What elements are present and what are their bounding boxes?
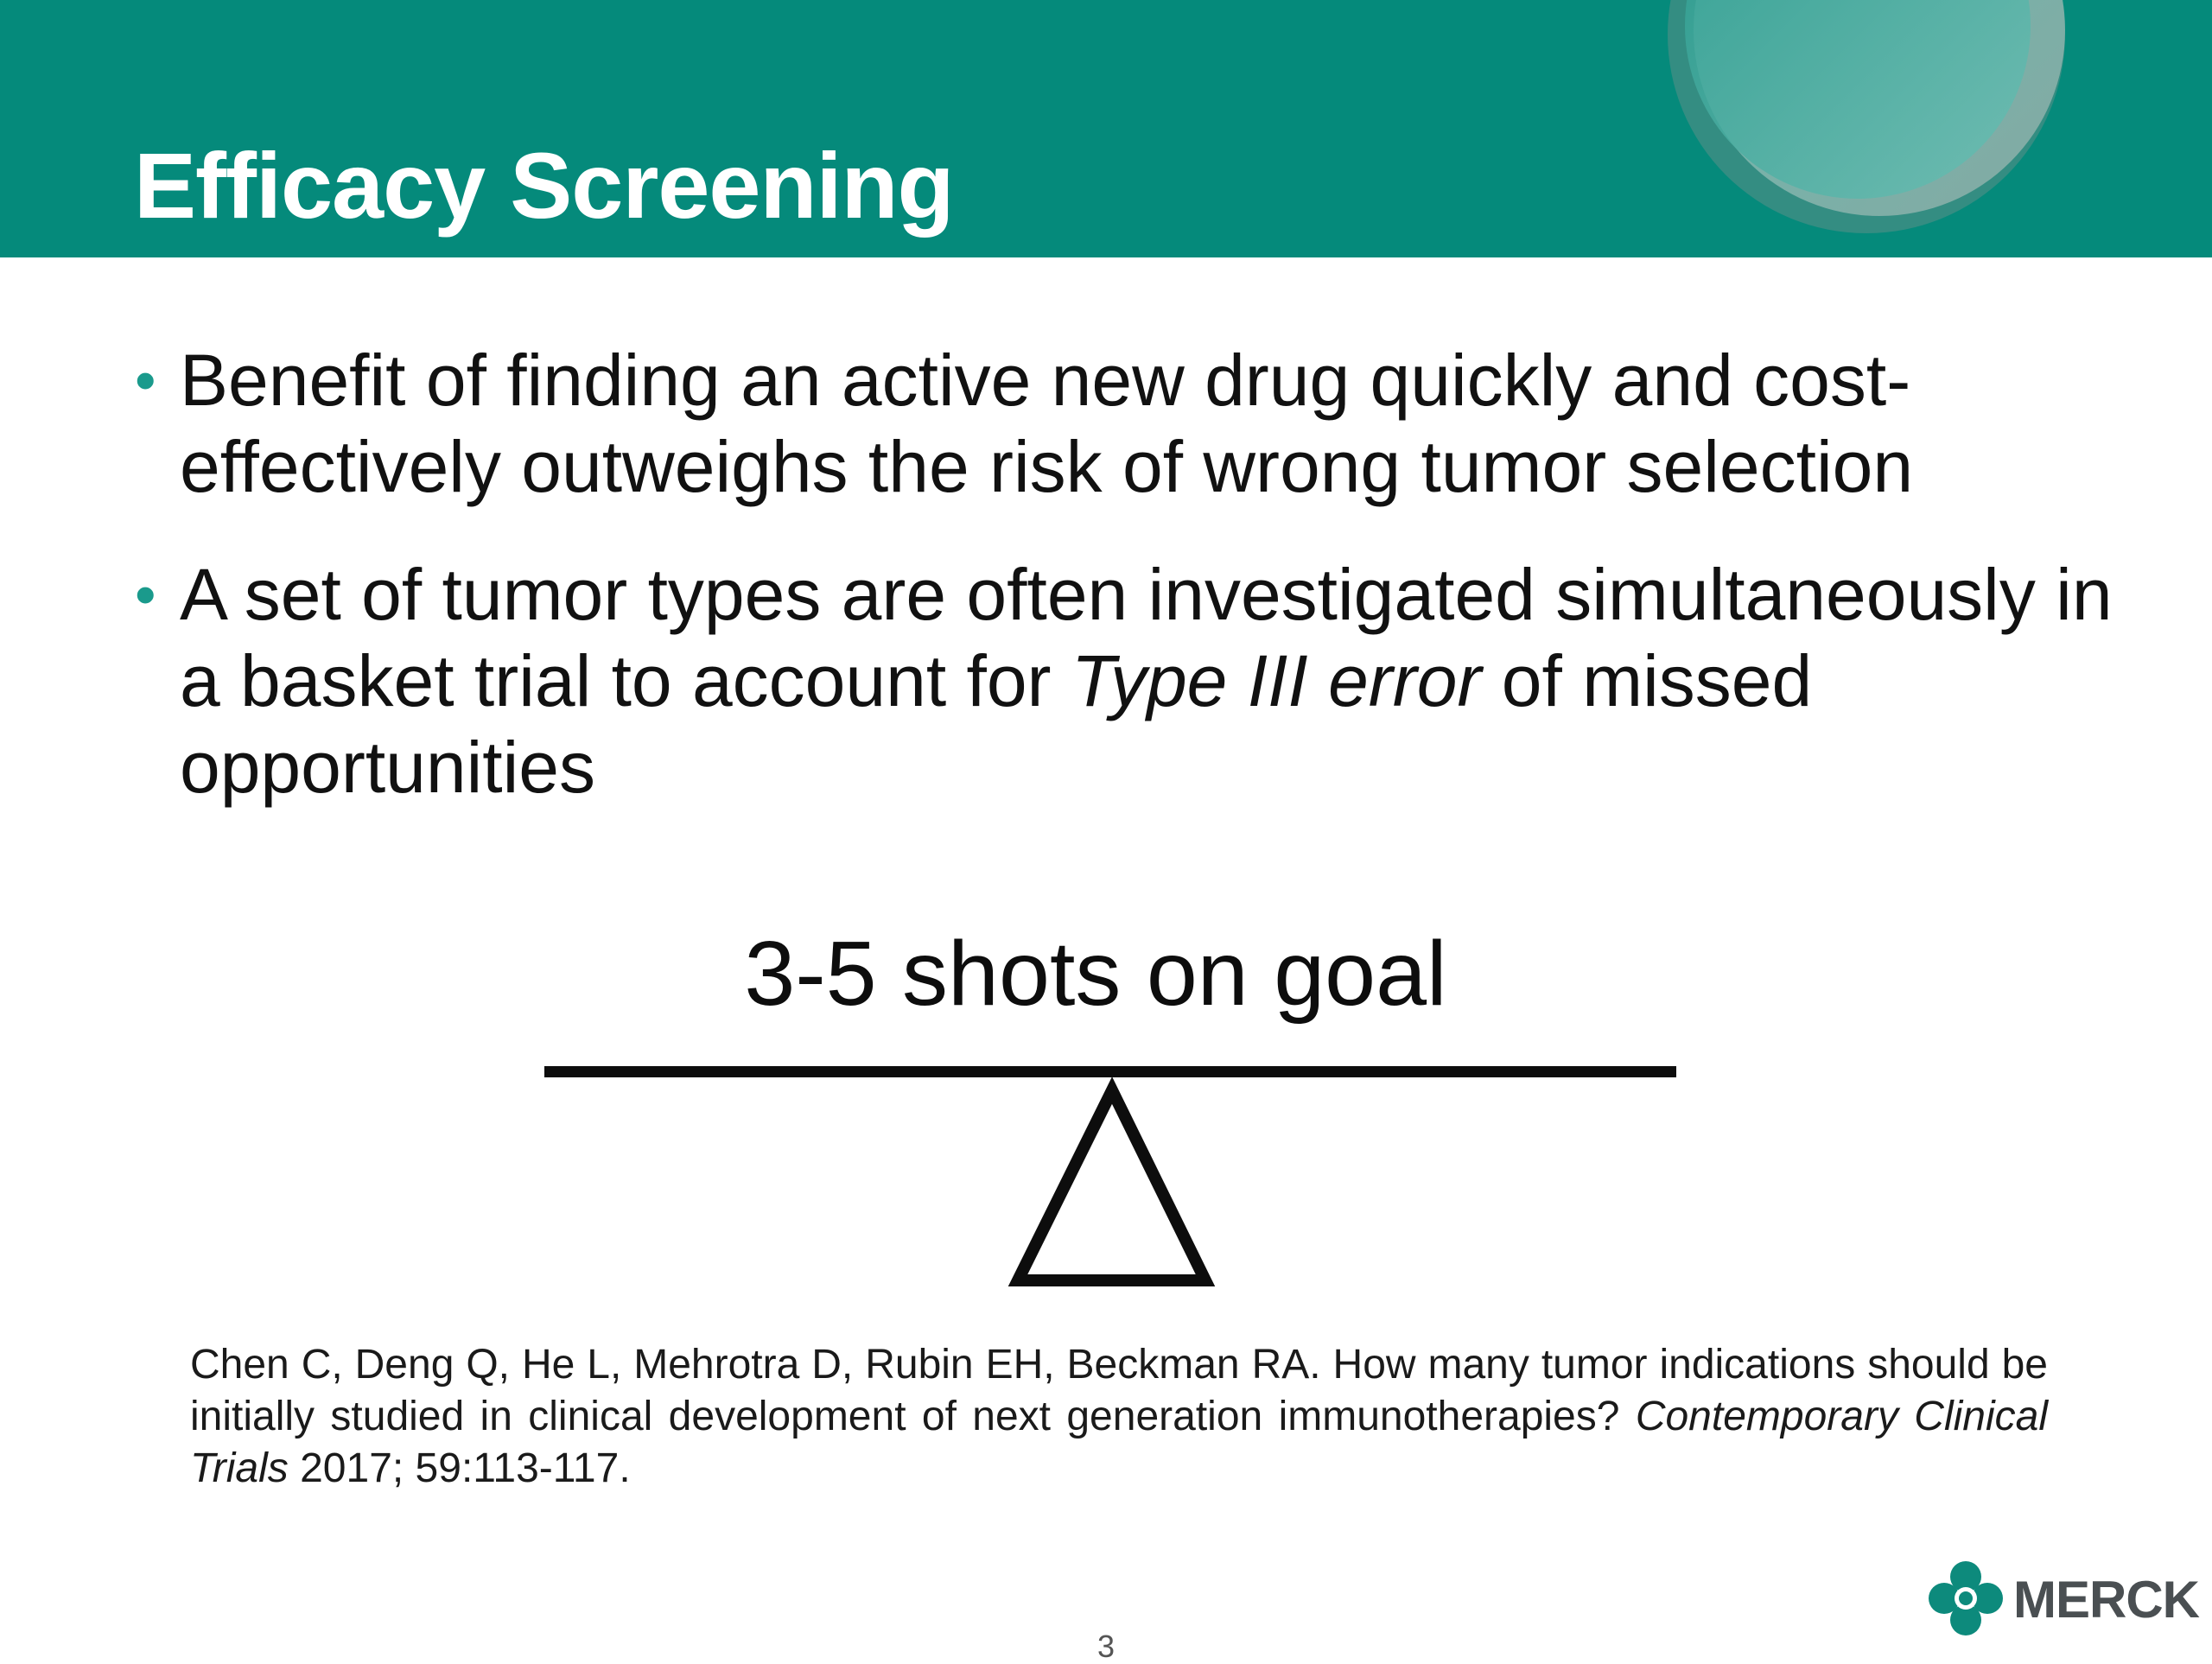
slide-number: 3 (1096, 1629, 1116, 1664)
merck-logo-text: MERCK (2013, 1571, 2199, 1629)
balance-caption-text: 3-5 shots on goal (744, 923, 1447, 1025)
reference-journal: Contemporary Clinical Trials (190, 1394, 2049, 1491)
reference-citation (190, 1339, 2048, 1495)
seesaw-fulcrum-triangle (1018, 1090, 1205, 1280)
bullet-text: Benefit of finding an active new drug quickly and cost-effectively outweighs the risk of wrong tumor selection (180, 340, 1914, 507)
merck-logo-mark-icon (1927, 1559, 2005, 1637)
bullet-text: A set of tumor types are often investigated simultaneously in a basket trial to account for (180, 554, 2113, 721)
slide-title: Efficacy Screening (134, 133, 954, 238)
bullet-marker: • (135, 346, 156, 414)
seesaw-beam (544, 1066, 1676, 1077)
bullet-marker: • (135, 561, 156, 628)
bullet-text-italic: Type III error (1071, 640, 1482, 721)
reference-authors-title: Chen C, Deng Q, He L, Mehrotra D, Rubin EH, Beckman RA. How many tumor indications should be initially studied in clinical development of next generation immunotherapies? (190, 1342, 2048, 1439)
bullet-text: of missed opportunities (180, 640, 1813, 808)
merck-logo (1927, 1559, 2199, 1637)
reference-volume-pages: 2017; 59:113-117. (288, 1445, 631, 1491)
